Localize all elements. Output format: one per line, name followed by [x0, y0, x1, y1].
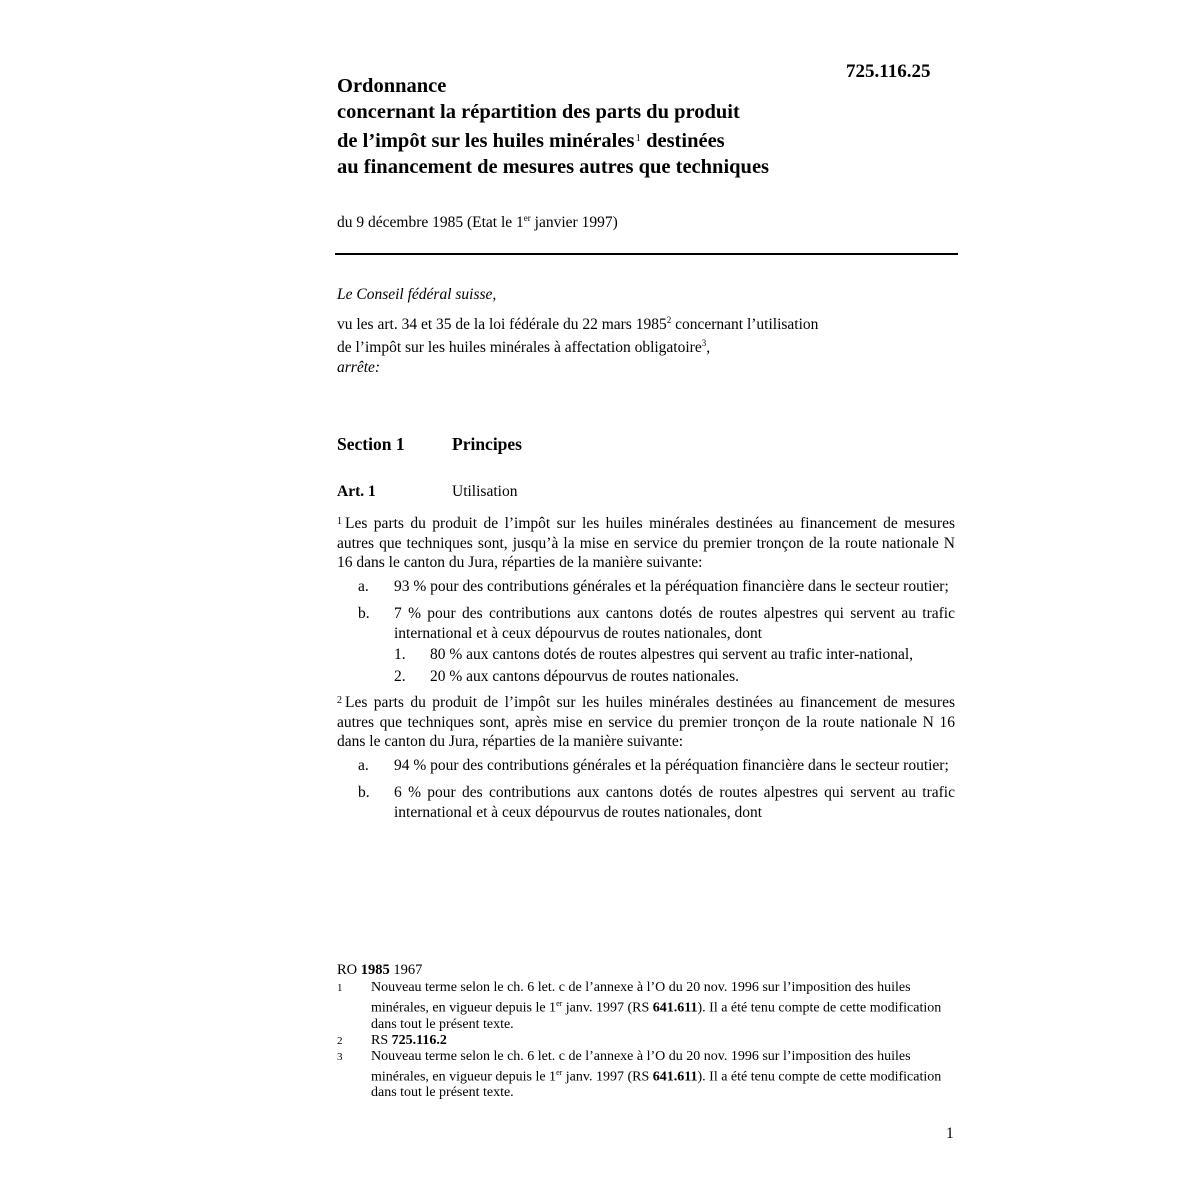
paragraph-number: 1 [337, 516, 342, 527]
ordinance-title [337, 73, 769, 180]
section-heading [337, 434, 522, 455]
date-suffix: janvier 1997) [530, 214, 618, 232]
date-sup: er [523, 213, 531, 223]
ro-reference [337, 962, 955, 978]
list-item-label: a. [358, 756, 369, 774]
sub-list-item-label: 1. [394, 646, 406, 663]
section-title: Principes [452, 434, 522, 454]
title-line-3 [337, 125, 769, 154]
list-item-text: 6 % pour des contributions aux cantons dotés de routes alpestres qui servent au trafic international et à ceux dépourvus de routes nationales, dont [394, 784, 955, 821]
list-item-text: 7 % pour des contributions aux cantons dotés de routes alpestres qui servent au trafic international et à ceux dépourvus de routes nationales, dont [394, 605, 955, 642]
paragraph-2 [337, 691, 955, 752]
preamble-decree: arrête: [337, 358, 381, 376]
list-item [337, 756, 955, 776]
title-line-3-text: de l’impôt sur les huiles minérales [337, 130, 635, 152]
footnote-text: janv. 1997 (RS [562, 1000, 653, 1016]
footnote-number: 1 [337, 982, 343, 994]
list-item [337, 577, 955, 597]
ro-page: 1967 [389, 962, 423, 978]
title-line-4: au financement de mesures autres que techniques [337, 156, 770, 178]
visa-line-2-tail: , [706, 339, 711, 357]
footnote-sup: er [556, 1067, 563, 1077]
ro-year: 1985 [360, 962, 390, 978]
title-line-3-tail: destinées [640, 130, 725, 152]
preamble-authority: Le Conseil fédéral suisse, [337, 286, 497, 303]
footnote-text: ). Il a été tenu compte de cette modification dans tout le présent texte. [371, 1000, 942, 1032]
date-prefix: du 9 décembre 1985 (Etat le 1 [337, 214, 524, 232]
header-divider [335, 253, 958, 255]
footnote-ref-2[interactable]: 2 [666, 314, 672, 325]
date-line [337, 213, 618, 232]
sub-list-item-text: 80 % aux cantons dotés de routes alpestres qui servent au trafic inter-national, [430, 646, 914, 663]
sub-list-item-label: 2. [394, 667, 406, 685]
footnote-text: RS [371, 1032, 392, 1048]
footnote-sup: er [556, 999, 563, 1008]
sub-list-item-text: 20 % aux cantons dépourvus de routes nationales. [430, 667, 740, 685]
footnote-ref-1[interactable]: 1 [635, 132, 641, 144]
paragraph-number: 2 [337, 695, 342, 706]
section-number: Section 1 [337, 434, 405, 454]
ro-prefix: RO [337, 962, 361, 978]
preamble [337, 285, 957, 377]
article-heading [337, 483, 518, 501]
list-item-label: a. [358, 577, 369, 595]
footnote-text: janv. 1997 (RS [562, 1069, 653, 1085]
footnote-ref-3[interactable]: 3 [701, 338, 707, 349]
footnote-2 [337, 1033, 955, 1049]
footnotes [337, 962, 955, 1101]
page-number: 1 [946, 1125, 954, 1142]
footnote-text: Nouveau terme selon le ch. 6 let. c de l’annexe à l’O du 20 nov. 1996 sur l’imposition des huiles minérales, en vigueur depuis le 1 [371, 1048, 911, 1085]
paragraph-text: Les parts du produit de l’impôt sur les huiles minérales destinées au financement de mesures autres que techniques sont, jusqu’à la mise en service du premier tronçon de la route nationale N 16 dans le canton du Jura, réparties de la manière suivante: [337, 515, 955, 571]
footnote-text: Nouveau terme selon le ch. 6 let. c de l’annexe à l’O du 20 nov. 1996 sur l’imposition des huiles minérales, en vigueur depuis le 1 [371, 980, 911, 1016]
visa-line-1-text: vu les art. 34 et 35 de la loi fédérale du 22 mars 1985 [337, 315, 667, 333]
list-item-text: 93 % pour des contributions générales et la péréquation financière dans le secteur routier; [394, 577, 949, 595]
paragraph-text: Les parts du produit de l’impôt sur les huiles minérales destinées au financement de mesures autres que techniques sont, après mise en service du premier tronçon de la route nationale N 16 dans le canton du Jura, réparties de la manière suivante: [337, 694, 955, 750]
preamble-visa-line-1 [337, 311, 957, 335]
visa-line-2-text: de l’impôt sur les huiles minérales à affectation obligatoire [337, 339, 702, 357]
footnote-3 [337, 1049, 955, 1102]
footnote-number: 3 [337, 1050, 343, 1063]
title-line-2: concernant la répartition des parts du produit [337, 101, 740, 123]
sub-list-item [337, 667, 955, 687]
list-item-label: b. [358, 605, 370, 622]
list-item-label: b. [358, 784, 370, 801]
footnote-text: ). Il a été tenu compte de cette modification dans tout le présent texte. [371, 1069, 942, 1101]
article-number: Art. 1 [337, 483, 376, 500]
footnote-rs-ref[interactable]: 641.611 [652, 1000, 698, 1016]
list-item [337, 604, 955, 643]
footnote-1 [337, 980, 955, 1033]
footnote-rs-ref[interactable]: 641.611 [652, 1069, 698, 1085]
sr-number: 725.116.25 [846, 61, 931, 82]
visa-line-1-tail: concernant l’utilisation [671, 315, 819, 333]
paragraph-1 [337, 512, 955, 573]
footnote-rs-ref[interactable]: 725.116.2 [391, 1032, 447, 1048]
title-line-1: Ordonnance [337, 75, 447, 97]
article-title: Utilisation [452, 483, 518, 500]
list-item [337, 783, 955, 822]
footnote-number: 2 [337, 1034, 343, 1047]
sub-list-item [337, 645, 955, 665]
preamble-visa-line-2 [337, 334, 957, 358]
article-body [337, 512, 955, 822]
list-item-text: 94 % pour des contributions générales et la péréquation financière dans le secteur routier; [394, 756, 949, 774]
